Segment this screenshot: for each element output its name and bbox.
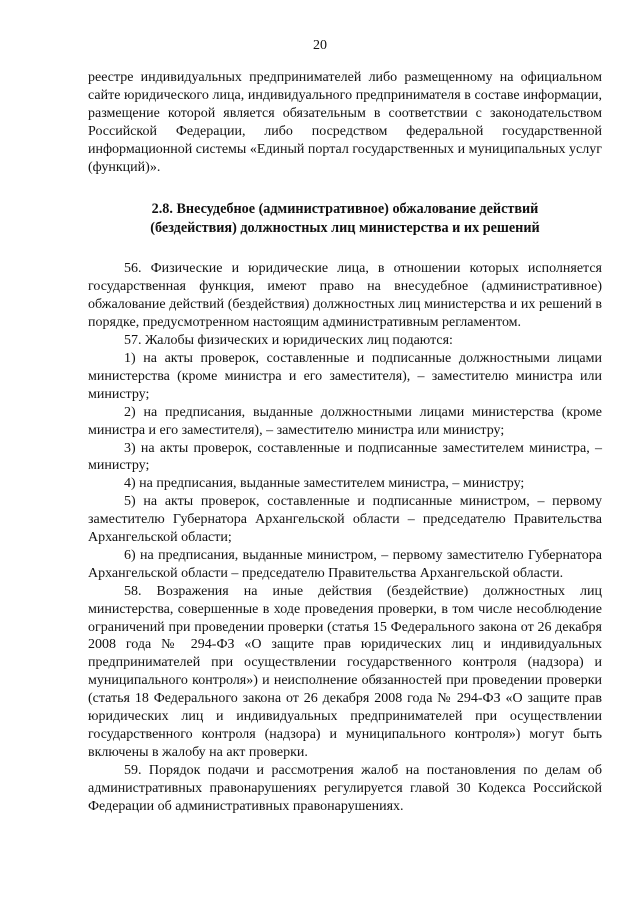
list-item-5: 5) на акты проверок, составленные и подписанные министром, – первому заместителю Губернатора Архангельской области – председателю Правительства Архангельской области; (88, 494, 602, 546)
list-item-6: 6) на предписания, выданные министром, – первому заместителю Губернатора Архангельской области – председателю Правительства Архангельской области. (88, 547, 602, 581)
list-item-1: 1) на акты проверок, составленные и подписанные должностными лицами министерства (кроме министра и его заместителя), – заместителю министра или министру; (88, 350, 602, 402)
list-item-2: 2) на предписания, выданные должностными лицами министерства (кроме министра и его заместителя), – заместителю министра или министру; (88, 404, 602, 438)
list-item-4: 4) на предписания, выданные заместителем министра, – министру; (124, 476, 525, 492)
intro-paragraph: реестре индивидуальных предпринимателей либо размещенному на официальном сайте юридического лица, индивидуального предпринимателя в составе информации, размещение которой является обязательным в соответствии с законодательством Российской Федерации, либо посредством федеральной государственной информационной системы «Единый портал государственных и муниципальных услуг (функций)». (88, 70, 602, 175)
paragraph-58: 58. Возражения на иные действия (бездействие) должностных лиц министерства, совершенные в ходе проведения проверки, в том числе несоблюдение ограничений при проведении проверки (статья 15 Федерального закона от 26 декабря 2008 года № 294-ФЗ «О защите прав юридических лиц и индивидуальных предпринимателей при осуществлении государственного контроля (надзора) и муниципального контроля») и неисполнение обязанностей при проведении проверки (статья 18 Федерального закона от 26 декабря 2008 года № 294-ФЗ «О защите прав юридических лиц и индивидуальных предпринимателей при осуществлении государственного контроля (надзора) и муниципального контроля») могут быть включены в жалобу на акт проверки. (88, 583, 602, 760)
paragraph-57: 57. Жалобы физических и юридических лиц подаются: (124, 333, 453, 349)
list-item-3: 3) на акты проверок, составленные и подписанные заместителем министра, – министру; (88, 440, 602, 474)
section-heading-line-1: 2.8. Внесудебное (административное) обжалование действий (151, 201, 539, 218)
document-body (88, 69, 602, 816)
section-heading (88, 200, 602, 238)
section-heading-line-2: (бездействия) должностных лиц министерства и их решений (150, 220, 540, 237)
paragraph-59: 59. Порядок подачи и рассмотрения жалоб на постановления по делам об административных правонарушениях регулируется главой 30 Кодекса Российской Федерации об административных правонарушениях. (88, 762, 602, 814)
paragraph-56: 56. Физические и юридические лица, в отношении которых исполняется государственная функция, имеют право на внесудебное (административное) обжалование действий (бездействия) должностных лиц министерства и их решений в порядке, предусмотренном настоящим административным регламентом. (88, 261, 602, 331)
page-number: 20 (313, 38, 327, 53)
